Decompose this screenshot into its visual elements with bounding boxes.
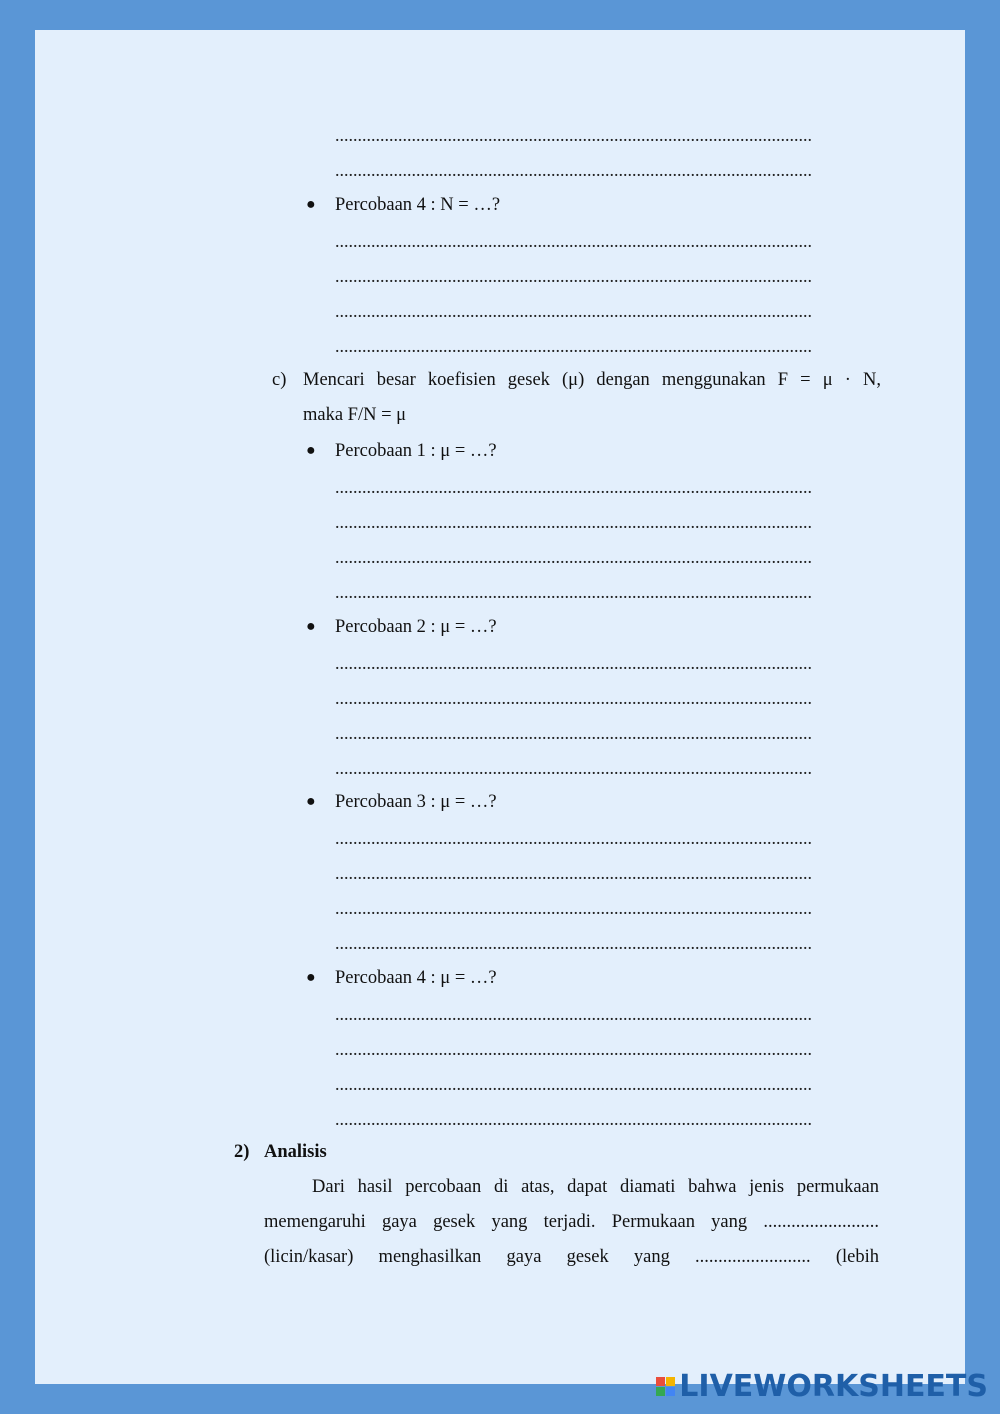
analisis-title: Analisis: [264, 1142, 327, 1162]
answer-line[interactable]: ..........................................................................................................: [335, 1039, 812, 1059]
answer-line[interactable]: ..........................................................................................................: [335, 863, 812, 883]
brand-text: LIVEWORKSHEETS: [679, 1369, 988, 1404]
analisis-number: 2): [234, 1142, 250, 1162]
answer-line[interactable]: ..........................................................................................................: [335, 688, 812, 708]
bullet-icon: ●: [306, 196, 316, 213]
percobaan-3-mu-label: Percobaan 3 : μ = …?: [335, 792, 497, 812]
analisis-line2: memengaruhi gaya gesek yang terjadi. Permukaan yang .........................: [264, 1212, 879, 1232]
bullet-icon: ●: [306, 618, 316, 635]
percobaan-1-mu-label: Percobaan 1 : μ = …?: [335, 441, 497, 461]
answer-line[interactable]: ..........................................................................................................: [335, 477, 812, 497]
answer-line[interactable]: ..........................................................................................................: [335, 1004, 812, 1024]
percobaan-4-n-label: Percobaan 4 : N = …?: [335, 195, 501, 215]
bullet-icon: ●: [306, 793, 316, 810]
section-c-text-line2: maka F/N = μ: [303, 405, 407, 425]
answer-line[interactable]: ..........................................................................................................: [335, 231, 812, 251]
section-c-label: c): [272, 370, 287, 390]
answer-line[interactable]: ..........................................................................................................: [335, 160, 812, 180]
bullet-icon: ●: [306, 969, 316, 986]
answer-line[interactable]: ..........................................................................................................: [335, 301, 812, 321]
answer-line[interactable]: ..........................................................................................................: [335, 758, 812, 778]
answer-line[interactable]: ..........................................................................................................: [335, 898, 812, 918]
answer-line[interactable]: ..........................................................................................................: [335, 933, 812, 953]
percobaan-2-mu-label: Percobaan 2 : μ = …?: [335, 617, 497, 637]
answer-line[interactable]: ..........................................................................................................: [335, 266, 812, 286]
bullet-icon: ●: [306, 442, 316, 459]
answer-line[interactable]: ..........................................................................................................: [335, 582, 812, 602]
liveworksheets-logo: [656, 1369, 988, 1404]
answer-line[interactable]: ..........................................................................................................: [335, 1109, 812, 1129]
answer-line[interactable]: ..........................................................................................................: [335, 723, 812, 743]
logo-icon: [656, 1377, 675, 1396]
analisis-line1: Dari hasil percobaan di atas, dapat diamati bahwa jenis permukaan: [312, 1177, 879, 1197]
answer-line[interactable]: ..........................................................................................................: [335, 125, 812, 145]
analisis-line3: (licin/kasar) menghasilkan gaya gesek yang ......................... (lebih: [264, 1247, 879, 1267]
answer-line[interactable]: ..........................................................................................................: [335, 653, 812, 673]
percobaan-4-mu-label: Percobaan 4 : μ = …?: [335, 968, 497, 988]
answer-line[interactable]: ..........................................................................................................: [335, 547, 812, 567]
answer-line[interactable]: ..........................................................................................................: [335, 336, 812, 356]
answer-line[interactable]: ..........................................................................................................: [335, 512, 812, 532]
section-c-text-line1: Mencari besar koefisien gesek (μ) dengan menggunakan F = μ · N,: [303, 370, 881, 390]
answer-line[interactable]: ..........................................................................................................: [335, 828, 812, 848]
answer-line[interactable]: ..........................................................................................................: [335, 1074, 812, 1094]
